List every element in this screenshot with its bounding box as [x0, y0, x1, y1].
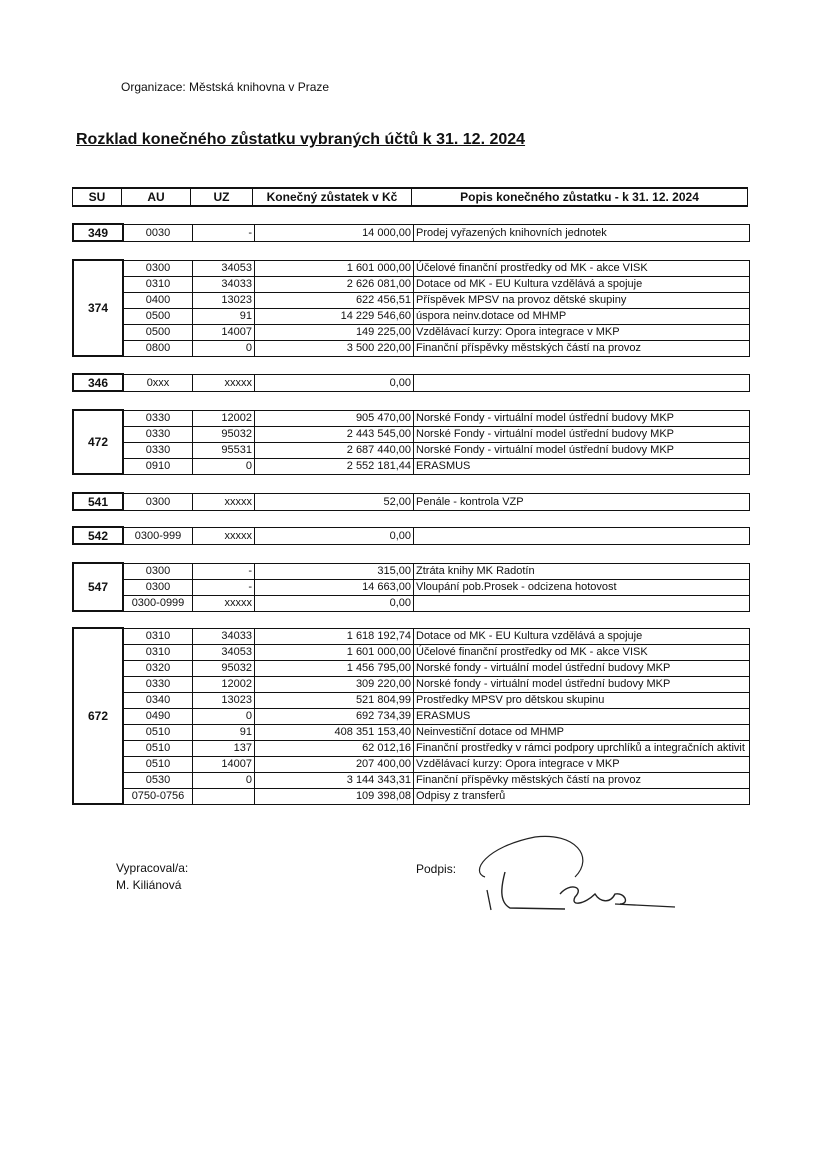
account-group-472 [72, 409, 750, 475]
cell-amount: 3 144 343,31 [255, 772, 414, 788]
table-row [73, 563, 750, 579]
cell-au: 0490 [123, 708, 193, 724]
cell-amount: 905 470,00 [255, 410, 414, 426]
cell-uz: 91 [193, 308, 255, 324]
column-header-table [72, 187, 748, 207]
cell-desc: úspora neinv.dotace od MHMP [414, 308, 750, 324]
cell-au: 0330 [123, 410, 193, 426]
cell-au: 0750-0756 [123, 788, 193, 804]
cell-desc: Norské fondy - virtuální model ústřední budovy MKP [414, 676, 750, 692]
cell-au: 0400 [123, 292, 193, 308]
table-row [73, 676, 750, 692]
su-code: 374 [73, 260, 123, 356]
cell-desc: Prostředky MPSV pro dětskou skupinu [414, 692, 750, 708]
col-amount: Konečný zůstatek v Kč [253, 188, 412, 206]
col-uz: UZ [191, 188, 253, 206]
table-row [73, 276, 750, 292]
cell-uz: 0 [193, 772, 255, 788]
cell-amount: 315,00 [255, 563, 414, 579]
cell-desc: Dotace od MK - EU Kultura vzdělává a spojuje [414, 276, 750, 292]
cell-amount: 1 601 000,00 [255, 260, 414, 276]
cell-amount: 521 804,99 [255, 692, 414, 708]
cell-amount: 207 400,00 [255, 756, 414, 772]
cell-desc: Penále - kontrola VZP [414, 493, 750, 510]
cell-uz: 137 [193, 740, 255, 756]
cell-uz: 34033 [193, 628, 255, 644]
cell-desc: Neinvestiční dotace od MHMP [414, 724, 750, 740]
cell-desc: Příspěvek MPSV na provoz dětské skupiny [414, 292, 750, 308]
prepared-name: M. Kiliánová [116, 878, 182, 892]
cell-uz: - [193, 563, 255, 579]
cell-uz [193, 788, 255, 804]
prepared-label: Vypracoval/a: [116, 861, 189, 875]
cell-desc: Norské fondy - virtuální model ústřední budovy MKP [414, 660, 750, 676]
cell-uz: 12002 [193, 676, 255, 692]
cell-uz: 0 [193, 708, 255, 724]
cell-desc: Vloupání pob.Prosek - odcizena hotovost [414, 579, 750, 595]
cell-uz: xxxxx [193, 374, 255, 391]
table-row [73, 410, 750, 426]
cell-au: 0330 [123, 442, 193, 458]
table-row [73, 224, 750, 241]
signature-label: Podpis: [416, 862, 457, 876]
cell-uz: 95531 [193, 442, 255, 458]
cell-amount: 14 000,00 [255, 224, 414, 241]
cell-au: 0300-0999 [123, 595, 193, 611]
cell-desc: Finanční prostředky v rámci podpory uprchlíků a integračních aktivit [414, 740, 750, 756]
cell-desc: Vzdělávací kurzy: Opora integrace v MKP [414, 756, 750, 772]
table-row [73, 493, 750, 510]
su-code: 349 [73, 224, 123, 241]
cell-desc: Finanční příspěvky městských částí na provoz [414, 340, 750, 356]
cell-uz: 12002 [193, 410, 255, 426]
table-row [73, 340, 750, 356]
cell-desc: Dotace od MK - EU Kultura vzdělává a spojuje [414, 628, 750, 644]
cell-desc [414, 527, 750, 544]
handwritten-signature [465, 832, 685, 917]
table-row [73, 628, 750, 644]
cell-desc: ERASMUS [414, 708, 750, 724]
cell-au: 0530 [123, 772, 193, 788]
account-group-346 [72, 373, 750, 392]
cell-desc: ERASMUS [414, 458, 750, 474]
su-code: 541 [73, 493, 123, 510]
table-row [73, 426, 750, 442]
cell-amount: 149 225,00 [255, 324, 414, 340]
cell-au: 0910 [123, 458, 193, 474]
cell-au: 0310 [123, 276, 193, 292]
cell-au: 0300 [123, 563, 193, 579]
su-code: 472 [73, 410, 123, 474]
cell-au: 0510 [123, 740, 193, 756]
cell-au: 0510 [123, 724, 193, 740]
table-row [73, 458, 750, 474]
cell-amount: 692 734,39 [255, 708, 414, 724]
cell-uz: 34053 [193, 260, 255, 276]
cell-uz: 34033 [193, 276, 255, 292]
cell-desc: Odpisy z transferů [414, 788, 750, 804]
cell-amount: 1 456 795,00 [255, 660, 414, 676]
cell-uz: 0 [193, 458, 255, 474]
cell-amount: 109 398,08 [255, 788, 414, 804]
cell-au: 0320 [123, 660, 193, 676]
cell-au: 0030 [123, 224, 193, 241]
cell-au: 0300 [123, 493, 193, 510]
cell-uz: 13023 [193, 692, 255, 708]
cell-uz: - [193, 224, 255, 241]
cell-desc [414, 374, 750, 391]
cell-au: 0300-999 [123, 527, 193, 544]
cell-desc: Norské Fondy - virtuální model ústřední budovy MKP [414, 426, 750, 442]
cell-uz: 14007 [193, 756, 255, 772]
table-row [73, 660, 750, 676]
cell-amount: 62 012,16 [255, 740, 414, 756]
cell-amount: 2 443 545,00 [255, 426, 414, 442]
cell-amount: 14 663,00 [255, 579, 414, 595]
cell-desc: Účelové finanční prostředky od MK - akce VISK [414, 644, 750, 660]
table-row [73, 308, 750, 324]
cell-au: 0330 [123, 426, 193, 442]
organization-line: Organizace: Městská knihovna v Praze [121, 80, 330, 94]
cell-desc [414, 595, 750, 611]
cell-au: 0340 [123, 692, 193, 708]
cell-desc: Finanční příspěvky městských částí na provoz [414, 772, 750, 788]
table-row [73, 324, 750, 340]
cell-uz: 14007 [193, 324, 255, 340]
col-su: SU [73, 188, 122, 206]
table-row [73, 442, 750, 458]
cell-uz: 13023 [193, 292, 255, 308]
account-group-541 [72, 492, 750, 511]
table-row [73, 374, 750, 391]
col-au: AU [122, 188, 191, 206]
cell-au: 0330 [123, 676, 193, 692]
cell-uz: 91 [193, 724, 255, 740]
cell-au: 0300 [123, 260, 193, 276]
table-row [73, 692, 750, 708]
table-row [73, 724, 750, 740]
cell-desc: Vzdělávací kurzy: Opora integrace v MKP [414, 324, 750, 340]
account-group-349 [72, 223, 750, 242]
table-row [73, 527, 750, 544]
table-row [73, 644, 750, 660]
cell-amount: 3 500 220,00 [255, 340, 414, 356]
table-row [73, 260, 750, 276]
account-group-672 [72, 627, 750, 805]
cell-amount: 0,00 [255, 595, 414, 611]
su-code: 346 [73, 374, 123, 391]
cell-au: 0510 [123, 756, 193, 772]
cell-amount: 14 229 546,60 [255, 308, 414, 324]
table-row [73, 292, 750, 308]
cell-amount: 309 220,00 [255, 676, 414, 692]
table-row [73, 708, 750, 724]
cell-au: 0300 [123, 579, 193, 595]
cell-au: 0500 [123, 324, 193, 340]
su-code: 542 [73, 527, 123, 544]
table-row [73, 788, 750, 804]
cell-uz: 34053 [193, 644, 255, 660]
cell-au: 0310 [123, 628, 193, 644]
cell-desc: Ztráta knihy MK Radotín [414, 563, 750, 579]
cell-uz: xxxxx [193, 527, 255, 544]
account-group-374 [72, 259, 750, 357]
cell-amount: 2 626 081,00 [255, 276, 414, 292]
cell-amount: 2 687 440,00 [255, 442, 414, 458]
cell-amount: 408 351 153,40 [255, 724, 414, 740]
cell-desc: Prodej vyřazených knihovních jednotek [414, 224, 750, 241]
page-title: Rozklad konečného zůstatku vybraných účtů k 31. 12. 2024 [76, 131, 526, 148]
cell-desc: Norské Fondy - virtuální model ústřední budovy MKP [414, 410, 750, 426]
cell-au: 0800 [123, 340, 193, 356]
cell-amount: 0,00 [255, 527, 414, 544]
prepared-by [116, 860, 188, 894]
cell-uz: xxxxx [193, 595, 255, 611]
cell-uz: 0 [193, 340, 255, 356]
cell-au: 0500 [123, 308, 193, 324]
cell-amount: 2 552 181,44 [255, 458, 414, 474]
col-desc: Popis konečného zůstatku - k 31. 12. 2024 [412, 188, 748, 206]
cell-amount: 52,00 [255, 493, 414, 510]
table-row [73, 595, 750, 611]
table-row [73, 772, 750, 788]
cell-uz: - [193, 579, 255, 595]
cell-amount: 1 601 000,00 [255, 644, 414, 660]
cell-desc: Norské Fondy - virtuální model ústřední budovy MKP [414, 442, 750, 458]
cell-uz: 95032 [193, 660, 255, 676]
cell-amount: 622 456,51 [255, 292, 414, 308]
cell-desc: Účelové finanční prostředky od MK - akce VISK [414, 260, 750, 276]
su-code: 547 [73, 563, 123, 611]
cell-au: 0xxx [123, 374, 193, 391]
cell-amount: 0,00 [255, 374, 414, 391]
table-row [73, 740, 750, 756]
table-row [73, 756, 750, 772]
account-group-547 [72, 562, 750, 612]
su-code: 672 [73, 628, 123, 804]
table-row [73, 579, 750, 595]
account-group-542 [72, 526, 750, 545]
cell-amount: 1 618 192,74 [255, 628, 414, 644]
cell-uz: xxxxx [193, 493, 255, 510]
cell-au: 0310 [123, 644, 193, 660]
cell-uz: 95032 [193, 426, 255, 442]
